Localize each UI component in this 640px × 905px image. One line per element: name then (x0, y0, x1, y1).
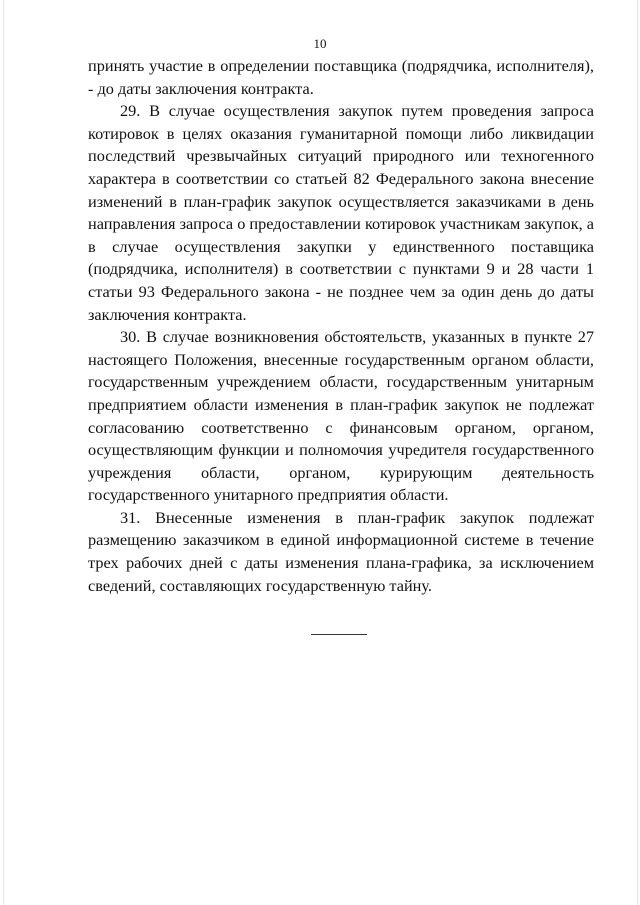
paragraph-31: 31. Внесенные изменения в план-график закупок подлежат размещению заказчиком в единой информационной системе в течение трех рабочих дней с даты изменения плана-графика, за исключением сведений, составляющих государственную тайну. (88, 507, 594, 595)
paragraph-30: 30. В случае возникновения обстоятельств, указанных в пункте 27 настоящего Положения, внесенные государственным органом области, государственным учреждением области, государственным унитарным предприятием области изменения в план-график закупок не подлежат согласованию соответственно с финансовым органом, органом, осуществляющим функции и полномочия учредителя государственного учреждения области, органом, курирующим деятельность государственного унитарного предприятия области. (88, 327, 594, 505)
document-body (88, 55, 594, 597)
end-separator-line (311, 634, 367, 635)
paragraph-29: 29. В случае осуществления закупок путем проведения запроса котировок в целях оказания гуманитарной помощи либо ликвидации последствий чрезвычайных ситуаций природного или техногенного характера в соответствии со статьей 82 Федерального закона внесение изменений в план-график закупок осуществляется заказчиками в день направления запроса о предоставлении котировок участникам закупок, а в случае осуществления закупки у единственного поставщика (подрядчика, исполнителя) в соответствии с пунктами 9 и 28 части 1 статьи 93 Федерального закона - не позднее чем за один день до даты заключения контракта. (88, 101, 594, 324)
scan-edge-left (3, 0, 4, 905)
paragraph-continuation: принять участие в определении поставщика (подрядчика, исполнителя), - до даты заключения контракта. (88, 56, 594, 98)
scan-edge-right (637, 0, 638, 905)
page-number: 10 (313, 36, 327, 51)
